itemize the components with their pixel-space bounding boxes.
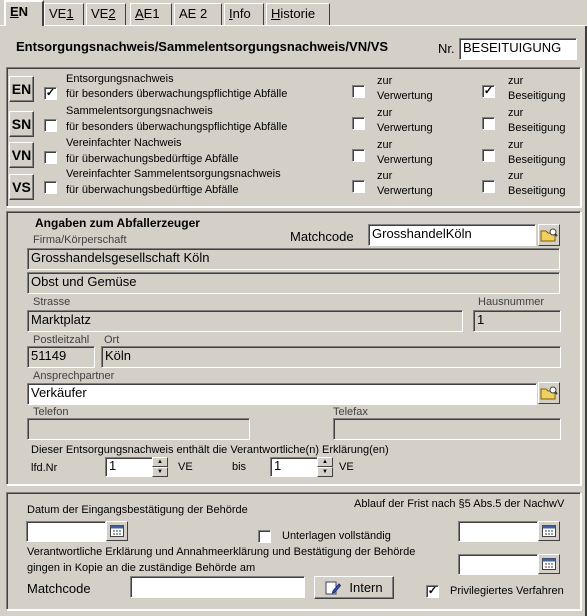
- vn-beseitigung-zur: zur: [508, 139, 524, 151]
- sn-checkbox[interactable]: [44, 119, 57, 132]
- tab-ae2-label: AE 2: [179, 6, 208, 21]
- kopie-line1: Verantwortliche Erklärung und Annahmeerklärung und Bestätigung der Behörde: [27, 546, 416, 558]
- vn-verwertung-checkbox[interactable]: [352, 149, 365, 162]
- telefax-label: Telefax: [333, 406, 368, 418]
- tab-en-label: N: [18, 4, 29, 19]
- lfd-label: lfd.Nr: [31, 462, 58, 474]
- en-beseitigung-checkbox[interactable]: ✓: [483, 85, 494, 97]
- tab-ve2[interactable]: [86, 3, 126, 25]
- tab-historie-mnemonic: H: [271, 6, 281, 21]
- unterlagen-label: Unterlagen vollständig: [282, 530, 391, 542]
- spin-up-icon[interactable]: ▲: [152, 457, 168, 467]
- telefon-field[interactable]: [27, 418, 250, 440]
- spin-down-icon[interactable]: ▼: [317, 467, 333, 477]
- lfd-to-spinner[interactable]: [317, 457, 333, 477]
- vn-verwertung-zur: zur: [377, 139, 393, 151]
- privilegiert-label: Privilegiertes Verfahren: [450, 585, 564, 597]
- ort-label: Ort: [104, 334, 120, 346]
- sn-verwertung-label: Verwertung: [377, 122, 433, 134]
- erzeuger-section-title: Angaben zum Abfallerzeuger: [35, 216, 200, 230]
- en-line2: für besonders überwachungspflichtige Abfälle: [66, 88, 288, 100]
- tab-ve1[interactable]: [44, 3, 84, 25]
- vs-line1: Vereinfachter Sammelentsorgungsnachweis: [66, 168, 281, 180]
- privilegiert-checkbox[interactable]: ✓: [427, 585, 438, 597]
- plz-label: Postleitzahl: [33, 334, 90, 346]
- kopie-line2: gingen in Kopie an die zuständige Behörde am: [27, 562, 256, 574]
- kopie-datum-field[interactable]: [458, 554, 538, 575]
- strasse-field[interactable]: Marktplatz: [27, 310, 463, 332]
- vs-line2: für überwachungsbedürftige Abfälle: [66, 184, 239, 196]
- calendar-icon: [542, 525, 556, 537]
- ansprechpartner-lookup-button[interactable]: [538, 382, 560, 404]
- nr-label: Nr.: [438, 41, 455, 56]
- ablauf-label: Ablauf der Frist nach §5 Abs.5 der NachwV: [354, 498, 565, 510]
- en-verwertung-label: Verwertung: [377, 90, 433, 102]
- intern-button[interactable]: [314, 576, 394, 599]
- ansprechpartner-field[interactable]: Verkäufer: [27, 383, 537, 405]
- spin-down-icon[interactable]: ▼: [152, 467, 168, 477]
- tab-en[interactable]: [4, 0, 44, 26]
- vs-verwertung-checkbox[interactable]: [352, 180, 365, 193]
- ort-field[interactable]: Köln: [101, 346, 561, 368]
- telefon-label: Telefon: [33, 406, 69, 418]
- bis-label: bis: [232, 461, 247, 473]
- tab-ae1-mnemonic: A: [135, 6, 144, 21]
- vs-beseitigung-checkbox[interactable]: [482, 180, 495, 193]
- firma-line2-field[interactable]: Obst und Gemüse: [27, 272, 560, 294]
- sn-type-button[interactable]: SN: [9, 111, 34, 137]
- hausnummer-field[interactable]: 1: [473, 310, 561, 332]
- tab-historie[interactable]: [266, 3, 330, 25]
- behoerde-matchcode-label: Matchcode: [27, 581, 91, 596]
- tab-ae1-label: E1: [143, 6, 160, 21]
- lfd-to-field[interactable]: 1: [270, 457, 318, 477]
- vs-type-button[interactable]: VS: [9, 174, 34, 200]
- vs-beseitigung-label: Beseitigung: [508, 185, 566, 197]
- ablauf-field[interactable]: [458, 521, 538, 542]
- vs-verwertung-label: Verwertung: [377, 185, 433, 197]
- tab-historie-label: istorie: [280, 6, 316, 21]
- matchcode-field[interactable]: GrosshandelKöln: [368, 224, 536, 246]
- calendar-icon: [542, 558, 556, 570]
- matchcode-label: Matchcode: [290, 229, 354, 244]
- tab-en-mnemonic: E: [10, 4, 19, 19]
- matchcode-lookup-button[interactable]: [538, 224, 560, 246]
- en-checkbox[interactable]: ✓: [45, 87, 56, 99]
- folder-search-icon: [540, 385, 558, 401]
- plz-field[interactable]: 51149: [27, 346, 95, 368]
- ansprechpartner-label: Ansprechpartner: [33, 370, 115, 382]
- vn-type-button[interactable]: VN: [9, 142, 34, 168]
- en-type-button[interactable]: EN: [9, 76, 34, 102]
- page-title: Entsorgungsnachweis/Sammelentsorgungsnachweis/VN/VS: [16, 39, 389, 54]
- unterlagen-checkbox[interactable]: [258, 530, 271, 543]
- vn-beseitigung-label: Beseitigung: [508, 154, 566, 166]
- vs-checkbox[interactable]: [44, 181, 57, 194]
- tab-ve2-label: VE: [91, 6, 109, 21]
- tab-ve2-mnemonic: 2: [108, 6, 116, 21]
- nr-field[interactable]: BESEITUIGUNG: [459, 38, 577, 60]
- tab-ve1-mnemonic: 1: [66, 6, 74, 21]
- vs-verwertung-zur: zur: [377, 170, 393, 182]
- edit-document-icon: [325, 581, 341, 595]
- hausnummer-label: Hausnummer: [478, 296, 545, 308]
- ve-label-from: VE: [178, 461, 193, 473]
- tab-ae2[interactable]: [174, 3, 222, 25]
- behoerde-matchcode-field[interactable]: [130, 576, 305, 598]
- en-line1: Entsorgungsnachweis: [66, 73, 174, 85]
- folder-search-icon: [540, 227, 558, 243]
- datum-label: Datum der Eingangsbestätigung der Behörde: [27, 504, 248, 516]
- tab-info-mnemonic: I: [229, 6, 233, 21]
- spin-up-icon[interactable]: ▲: [317, 457, 333, 467]
- sn-beseitigung-checkbox[interactable]: [482, 117, 495, 130]
- intern-button-label: Intern: [349, 580, 383, 595]
- vn-line1: Vereinfachter Nachweis: [66, 137, 182, 149]
- vs-beseitigung-zur: zur: [508, 170, 524, 182]
- calendar-icon: [110, 525, 124, 537]
- lfd-from-field[interactable]: 1: [105, 457, 153, 477]
- sn-verwertung-zur: zur: [377, 107, 393, 119]
- tab-info-label: nfo: [232, 6, 251, 21]
- telefax-field[interactable]: [333, 418, 561, 440]
- sn-verwertung-checkbox[interactable]: [352, 117, 365, 130]
- en-beseitigung-label: Beseitigung: [508, 90, 566, 102]
- tab-ae1[interactable]: [130, 3, 172, 25]
- en-verwertung-zur: zur: [377, 75, 393, 87]
- datum-calendar-button[interactable]: [106, 521, 128, 541]
- en-verwertung-checkbox[interactable]: [352, 85, 365, 98]
- vn-beseitigung-checkbox[interactable]: [482, 149, 495, 162]
- datum-field[interactable]: [26, 521, 106, 542]
- strasse-label: Strasse: [33, 296, 71, 308]
- kopie-calendar-button[interactable]: [538, 554, 560, 574]
- firma-label: Firma/Körperschaft: [33, 234, 127, 246]
- vn-line2: für überwachungsbedürftige Abfälle: [66, 153, 239, 165]
- tab-strip-border: [0, 25, 587, 26]
- tab-ve1-label: VE: [49, 6, 67, 21]
- ve-label-to: VE: [339, 461, 354, 473]
- tab-info[interactable]: [224, 3, 264, 25]
- erklaerung-text: Dieser Entsorgungsnachweis enthält die Verantwortliche(n) Erklärung(en): [31, 444, 389, 456]
- sn-line2: für besonders überwachungspflichtige Abfälle: [66, 121, 288, 133]
- vn-verwertung-label: Verwertung: [377, 154, 433, 166]
- ablauf-calendar-button[interactable]: [538, 521, 560, 541]
- sn-beseitigung-label: Beseitigung: [508, 122, 566, 134]
- firma-line1-field[interactable]: Grosshandelsgesellschaft Köln: [27, 248, 560, 270]
- sn-line1: Sammelentsorgungsnachweis: [66, 105, 213, 117]
- en-beseitigung-zur: zur: [508, 75, 524, 87]
- lfd-from-spinner[interactable]: [152, 457, 168, 477]
- vn-checkbox[interactable]: [44, 151, 57, 164]
- sn-beseitigung-zur: zur: [508, 107, 524, 119]
